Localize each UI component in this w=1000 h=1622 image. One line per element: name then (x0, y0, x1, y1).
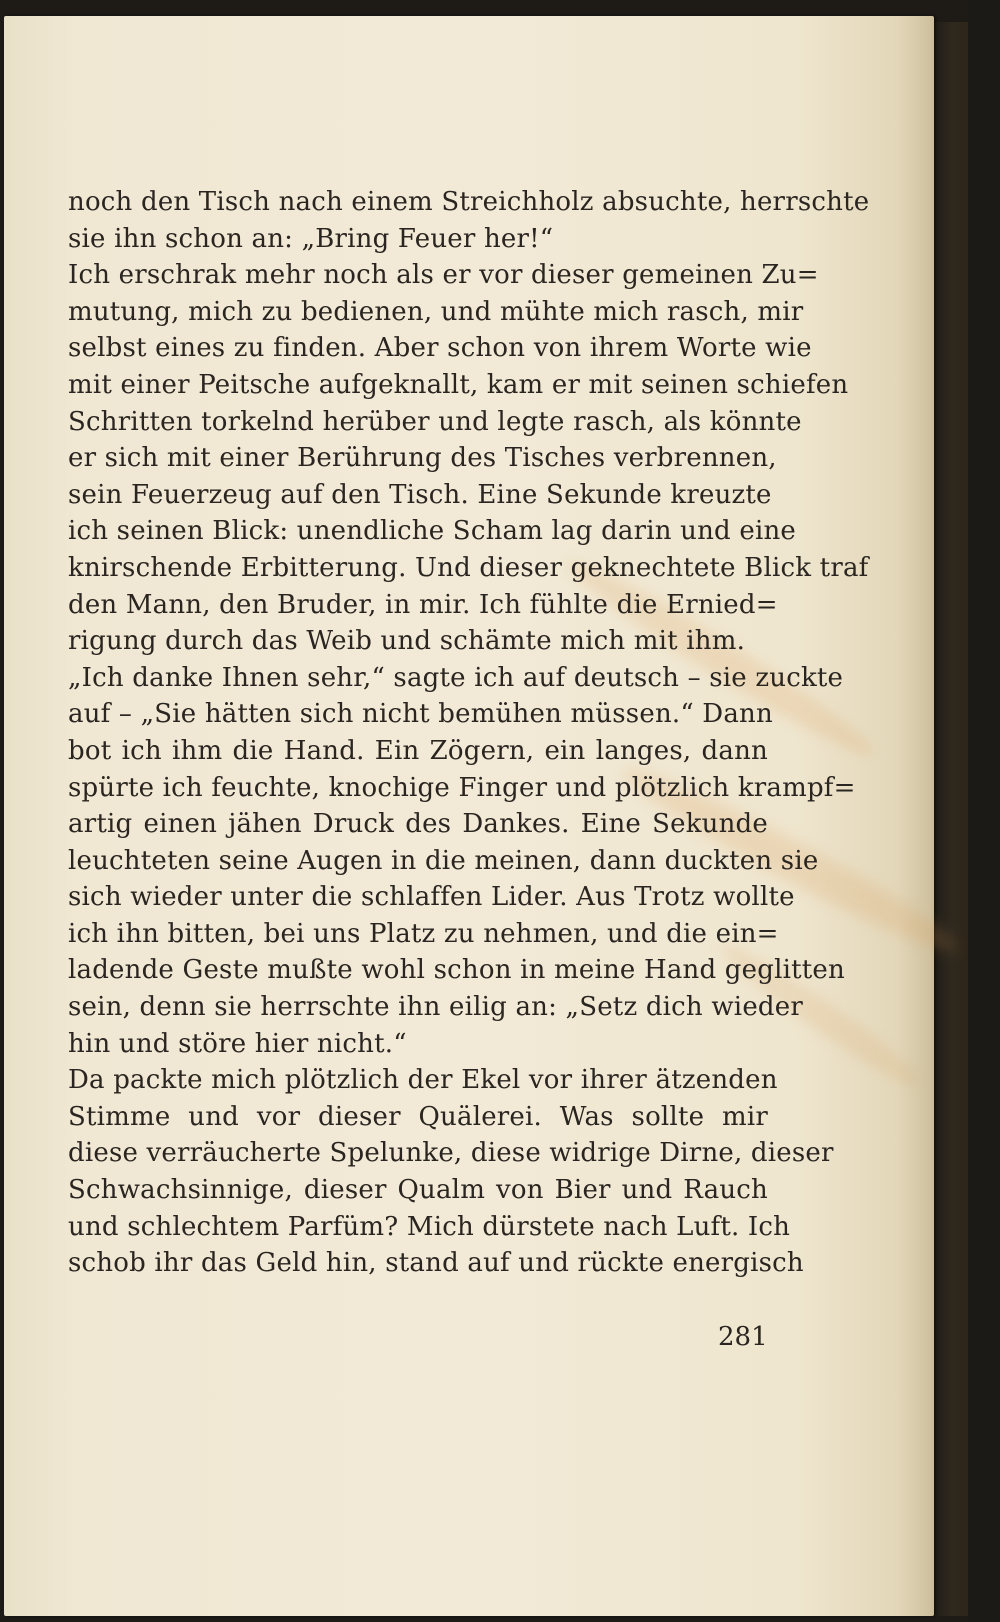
text-line: den Mann, den Bruder, in mir. Ich fühlte die Ernied= (68, 589, 778, 620)
text-line: ich ihn bitten, bei uns Platz zu nehmen, und die ein= (68, 918, 779, 949)
text-line: mit einer Peitsche aufgeknallt, kam er mit seinen schiefen (68, 369, 849, 400)
text-line: artig einen jähen Druck des Dankes. Eine Sekunde (68, 809, 768, 840)
text-line: Schwachsinnige, dieser Qualm von Bier und Rauch (68, 1175, 768, 1206)
scan-border (968, 0, 1000, 1622)
text-line: leuchteten seine Augen in die meinen, dann duckten sie (68, 845, 819, 876)
text-line: noch den Tisch nach einem Streichholz absuchte, herrschte (68, 187, 870, 217)
text-line: „Ich danke Ihnen sehr,“ sagte ich auf deutsch – sie zuckte (68, 662, 844, 693)
text-line: Da packte mich plötzlich der Ekel vor ihrer ätzenden (68, 1065, 778, 1096)
text-line: schob ihr das Geld hin, stand auf und rückte energisch (68, 1248, 804, 1279)
text-line: diese verräucherte Spelunke, diese widrige Dirne, dieser (68, 1138, 834, 1169)
text-line: bot ich ihm die Hand. Ein Zögern, ein langes, dann (68, 735, 768, 766)
text-line: ich seinen Blick: unendliche Scham lag darin und eine (68, 516, 796, 547)
text-line: und schlechtem Parfüm? Mich dürstete nach Luft. Ich (68, 1211, 791, 1242)
page-number: 281 (718, 1322, 768, 1352)
text-line: spürte ich feuchte, knochige Finger und plötzlich krampf= (68, 772, 856, 803)
text-line: rigung durch das Weib und schämte mich mit ihm. (68, 626, 746, 657)
text-line: sein, denn sie herrschte ihn eilig an: „Setz dich wieder (68, 992, 803, 1023)
text-line: auf – „Sie hätten sich nicht bemühen müssen.“ Dann (68, 699, 773, 730)
text-line: er sich mit einer Berührung des Tisches verbrennen, (68, 443, 777, 474)
text-line: Ich erschrak mehr noch als er vor dieser gemeinen Zu= (68, 260, 819, 291)
text-line: sein Feuerzeug auf den Tisch. Eine Sekunde kreuzte (68, 479, 772, 510)
text-line: hin und störe hier nicht.“ (68, 1028, 407, 1059)
page-edge-shadow (930, 22, 970, 1616)
body-text (68, 184, 870, 1282)
text-line: sie ihn schon an: „Bring Feuer her!“ (68, 223, 554, 254)
text-line: Schritten torkelnd herüber und legte rasch, als könnte (68, 406, 802, 437)
text-line: knirschende Erbitterung. Und dieser geknechtete Blick traf (68, 552, 869, 583)
text-line: mutung, mich zu bedienen, und mühte mich rasch, mir (68, 296, 804, 327)
text-line: selbst eines zu finden. Aber schon von ihrem Worte wie (68, 333, 812, 364)
text-line: ladende Geste mußte wohl schon in meine Hand geglitten (68, 955, 845, 986)
text-line: Stimme und vor dieser Quälerei. Was sollte mir (68, 1101, 768, 1132)
text-line: sich wieder unter die schlaffen Lider. Aus Trotz wollte (68, 882, 795, 913)
